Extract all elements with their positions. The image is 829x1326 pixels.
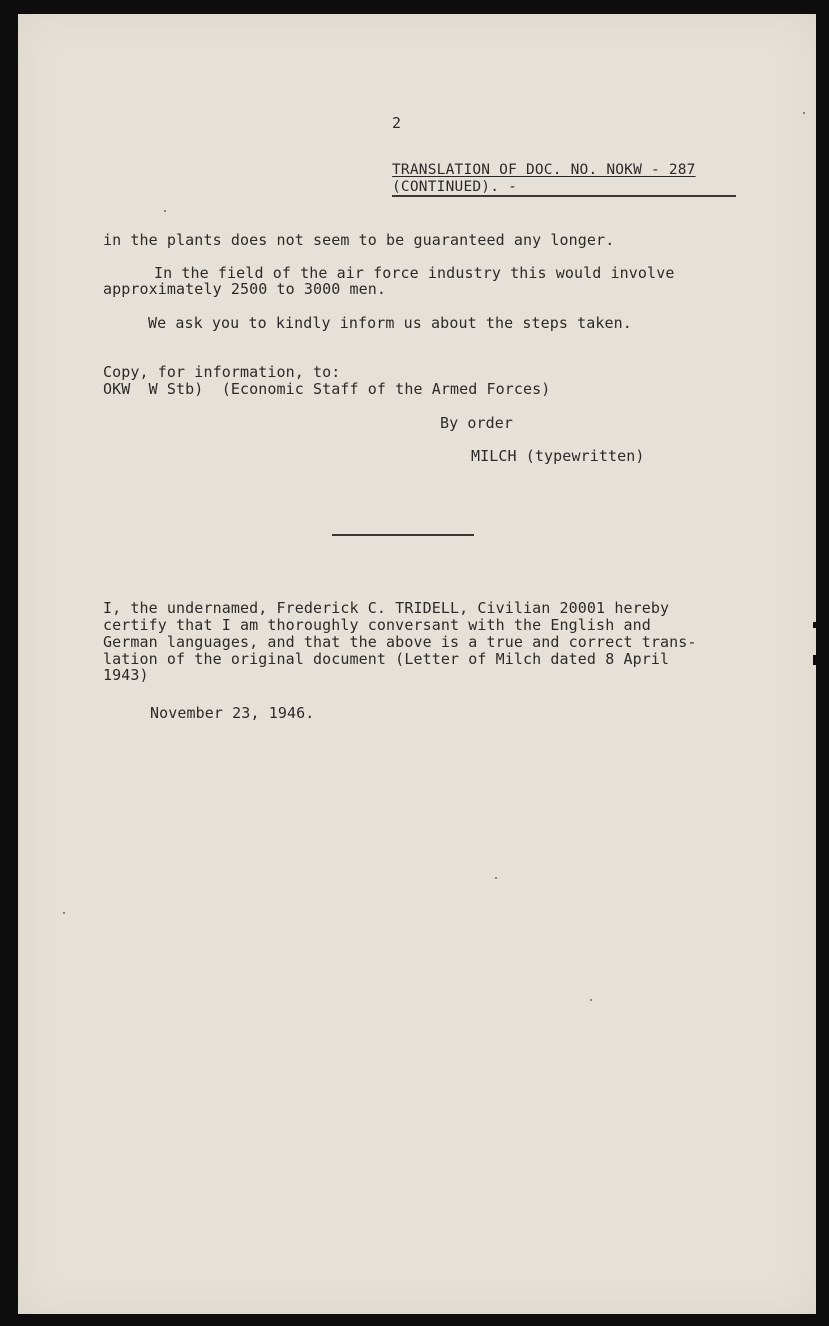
paper-speck — [590, 999, 592, 1001]
paragraph-2-line-1: In the field of the air force industry this would involve — [154, 264, 675, 282]
heading-line-1: TRANSLATION OF DOC. NO. NOKW - 287 — [392, 162, 696, 178]
document-heading — [392, 162, 737, 196]
signature-line: MILCH (typewritten) — [471, 447, 645, 465]
certification-line-4: lation of the original document (Letter of Milch dated 8 April — [103, 650, 670, 668]
paper-speck — [803, 112, 805, 114]
heading-line-2: (CONTINUED). - — [392, 179, 518, 195]
heading-underline — [392, 195, 736, 197]
certification-line-5: 1943) — [103, 666, 149, 684]
certification-line-3: German languages, and that the above is a true and correct trans- — [103, 633, 697, 651]
certification-line-2: certify that I am thoroughly conversant with the English and — [103, 616, 651, 634]
certification-date: November 23, 1946. — [150, 704, 315, 722]
body-line-1: in the plants does not seem to be guaranteed any longer. — [103, 231, 615, 249]
edge-mark — [813, 655, 829, 665]
page-number: 2 — [392, 114, 402, 132]
copy-line-2: OKW W Stb) (Economic Staff of the Armed Forces) — [103, 380, 551, 398]
paper-speck — [164, 210, 166, 212]
by-order: By order — [440, 414, 514, 432]
paragraph-3: We ask you to kindly inform us about the steps taken. — [148, 314, 632, 332]
section-divider — [332, 534, 474, 536]
edge-mark — [817, 364, 829, 370]
paper-speck — [495, 877, 497, 879]
copy-line-1: Copy, for information, to: — [103, 363, 341, 381]
document-page — [18, 14, 816, 1314]
certification-line-1: I, the undernamed, Frederick C. TRIDELL, Civilian 20001 hereby — [103, 599, 670, 617]
paragraph-2-line-2: approximately 2500 to 3000 men. — [103, 280, 387, 298]
edge-mark — [813, 622, 829, 628]
paper-speck — [63, 912, 65, 914]
